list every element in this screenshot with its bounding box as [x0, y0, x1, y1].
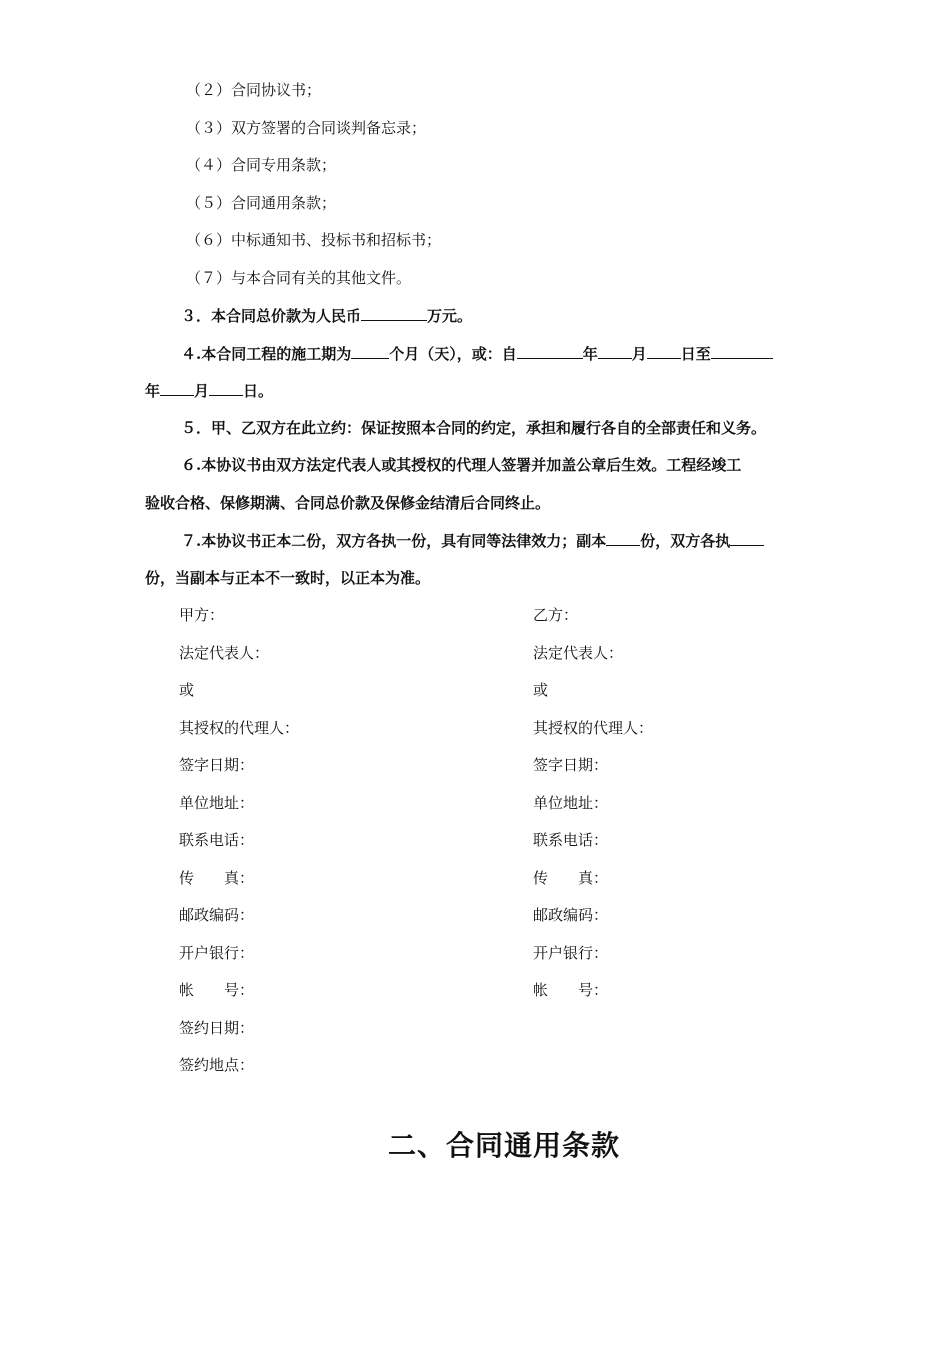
clause-4-text-b: 个月（天），或：自: [389, 345, 517, 363]
party-b-address: 单位地址：: [533, 794, 609, 812]
party-a-account: 帐 号：: [179, 981, 255, 999]
clause-4-month-label: 月: [631, 345, 647, 363]
start-day-blank: [647, 343, 681, 359]
period-months-blank: [351, 343, 389, 359]
party-b-fax: 传 真：: [533, 869, 609, 887]
clause-7-text-b: 份，双方各执: [640, 532, 731, 550]
party-b-phone: 联系电话：: [533, 831, 609, 849]
list-item-negotiation-memo: （３）双方签署的合同谈判备忘录；: [186, 119, 427, 137]
party-b-label: 乙方：: [533, 606, 579, 624]
party-a-label: 甲方：: [179, 606, 225, 624]
party-b-authorized-agent: 其授权的代理人：: [533, 719, 654, 737]
end-year-blank: [711, 343, 773, 359]
party-a-bank: 开户银行：: [179, 944, 255, 962]
clause-4-line-2: [145, 380, 273, 401]
clause-5: ５．甲、乙双方在此立约：保证按照本合同的约定，承担和履行各自的全部责任和义务。: [181, 419, 767, 437]
list-item-contract-agreement: （２）合同协议书；: [186, 81, 322, 99]
clause-6-line-1: ６.本协议书由双方法定代表人或其授权的代理人签署并加盖公章后生效。工程经竣工: [181, 456, 742, 474]
list-item-special-terms: （４）合同专用条款；: [186, 156, 337, 174]
clause-4-text-a: ４.本合同工程的施工期为: [181, 345, 352, 363]
start-year-blank: [517, 343, 583, 359]
party-a-sign-date: 签字日期：: [179, 756, 255, 774]
clause-7-text-a: ７.本协议书正本二份，双方各执一份，具有同等法律效力；副本: [181, 532, 607, 550]
list-item-general-terms: （５）合同通用条款；: [186, 194, 337, 212]
party-b-bank: 开户银行：: [533, 944, 609, 962]
clause-3-suffix: 万元。: [427, 307, 473, 325]
party-b-sign-date: 签字日期：: [533, 756, 609, 774]
clause-4-year-label: 年: [582, 345, 598, 363]
clause-4-day-to-label: 日至: [680, 345, 711, 363]
clause-4-end-day-label: 日。: [243, 382, 274, 400]
party-a-legal-rep: 法定代表人：: [179, 644, 270, 662]
list-item-bid-documents: （６）中标通知书、投标书和招标书；: [186, 231, 442, 249]
end-month-blank: [160, 380, 194, 396]
party-a-or: 或: [179, 681, 195, 699]
copies-count-blank: [606, 530, 640, 546]
start-month-blank: [598, 343, 632, 359]
party-a-address: 单位地址：: [179, 794, 255, 812]
clause-6-line-2: 验收合格、保修期满、合同总价款及保修金结清后合同终止。: [145, 494, 551, 512]
party-b-legal-rep: 法定代表人：: [533, 644, 624, 662]
party-a-authorized-agent: 其授权的代理人：: [179, 719, 300, 737]
clause-7-line-1: [181, 530, 764, 551]
party-a-postal-code: 邮政编码：: [179, 906, 255, 924]
total-price-blank: [361, 305, 427, 321]
list-item-other-documents: （７）与本合同有关的其他文件。: [186, 269, 412, 287]
party-b-postal-code: 邮政编码：: [533, 906, 609, 924]
party-a-phone: 联系电话：: [179, 831, 255, 849]
clause-4-line-1: [181, 343, 773, 364]
clause-4-end-year-label: 年: [145, 382, 161, 400]
clause-4-end-month-label: 月: [194, 382, 210, 400]
contract-sign-place: 签约地点：: [179, 1056, 255, 1074]
end-day-blank: [209, 380, 243, 396]
party-b-or: 或: [533, 681, 549, 699]
party-a-fax: 传 真：: [179, 869, 255, 887]
copies-each-blank: [730, 530, 764, 546]
contract-sign-date: 签约日期：: [179, 1019, 255, 1037]
clause-3: [181, 305, 472, 326]
party-b-account: 帐 号：: [533, 981, 609, 999]
clause-7-line-2: 份，当副本与正本不一致时，以正本为准。: [145, 569, 431, 587]
section-title-general-terms: 二、合同通用条款: [387, 1129, 620, 1162]
clause-3-prefix: ３．本合同总价款为人民币: [181, 307, 362, 325]
